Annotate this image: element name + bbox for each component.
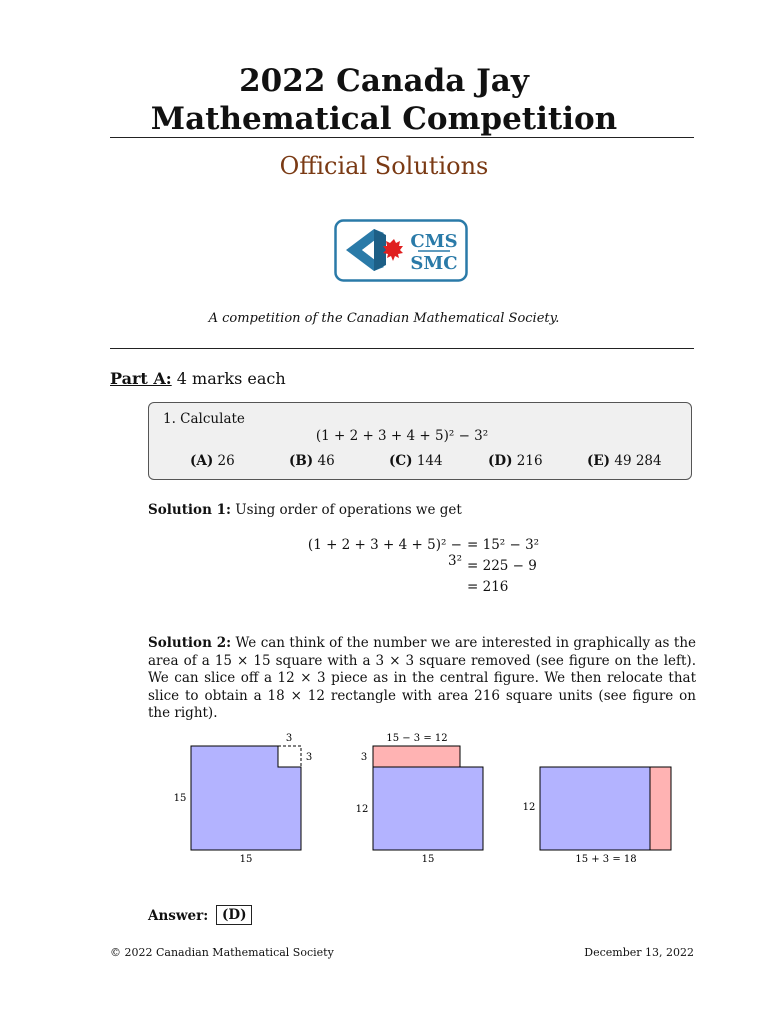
left-notch-side-label: 3 (305, 752, 313, 763)
solution-1-intro (148, 502, 462, 519)
left-notch-top-label: 3 (285, 733, 293, 744)
answer-label: Answer: (148, 908, 209, 924)
logo-text-top: CMS (410, 231, 458, 252)
option-c: (C) 144 (389, 453, 443, 469)
center-top-label: 15 − 3 = 12 (386, 733, 448, 744)
part-label: Part A: (110, 369, 172, 388)
header-rule (110, 348, 694, 349)
figure-right (523, 767, 671, 865)
question-expression: (1 + 2 + 3 + 4 + 5)² − 3² (315, 428, 489, 444)
option-a: (A) 26 (190, 453, 235, 469)
solution-2-paragraph (148, 635, 696, 723)
solution-figures (0, 725, 768, 875)
solution-1-step-2: = 225 − 9 (467, 558, 537, 574)
title-line-1: 2022 Canada Jay (239, 63, 529, 99)
option-d: (D) 216 (488, 453, 543, 469)
figure-center (356, 733, 483, 865)
part-heading (110, 369, 286, 388)
left-notch-outline (278, 746, 301, 767)
right-bottom-label: 15 + 3 = 18 (575, 854, 637, 865)
question-text: 1. Calculate (163, 411, 245, 427)
solution-1-step-3: = 216 (467, 579, 509, 595)
center-slice (373, 746, 460, 767)
solution-1-lhs: (1 + 2 + 3 + 4 + 5)² − 3² (307, 537, 462, 569)
logo-text-bottom: SMC (410, 253, 458, 274)
left-side-label: 15 (173, 793, 187, 804)
center-bottom-label: 15 (421, 854, 435, 865)
right-relocated-slice (650, 767, 671, 850)
solution-1-step-1: = 15² − 3² (467, 537, 540, 553)
figure-left (174, 733, 313, 865)
right-side-label: 12 (522, 802, 536, 813)
left-bottom-label: 15 (239, 854, 253, 865)
solution-2-text: We can think of the number we are interested in graphically as the area of a 15 × 15 square with a 3 × 3 square removed (see figure on the left). We can slice off a 12 × 3 piece as in the central figure. We then relocate that slice to obtain a 18 × 12 rectangle with area 216 square units (see figure on the right). (148, 635, 697, 721)
footer-copyright: © 2022 Canadian Mathematical Society (110, 946, 334, 959)
solution-2-label: Solution 2: (148, 635, 232, 651)
title-line-2: Mathematical Competition (150, 101, 618, 137)
option-e: (E) 49 284 (587, 453, 662, 469)
answer-box: (D) (216, 905, 252, 925)
center-body (373, 767, 483, 850)
document-title (0, 62, 768, 138)
center-side-label: 12 (355, 804, 369, 815)
subtitle: Official Solutions (279, 152, 489, 180)
footer-date: December 13, 2022 (584, 946, 694, 959)
solution-1-text: Using order of operations we get (235, 502, 462, 518)
cms-smc-logo (334, 219, 468, 282)
title-rule (110, 137, 694, 138)
solution-1-label: Solution 1: (148, 502, 231, 518)
tagline: A competition of the Canadian Mathematical Society. (208, 311, 560, 326)
center-slice-label: 3 (360, 752, 368, 763)
right-body (540, 767, 650, 850)
left-shape (191, 746, 301, 850)
part-desc: 4 marks each (176, 369, 286, 388)
option-b: (B) 46 (289, 453, 335, 469)
